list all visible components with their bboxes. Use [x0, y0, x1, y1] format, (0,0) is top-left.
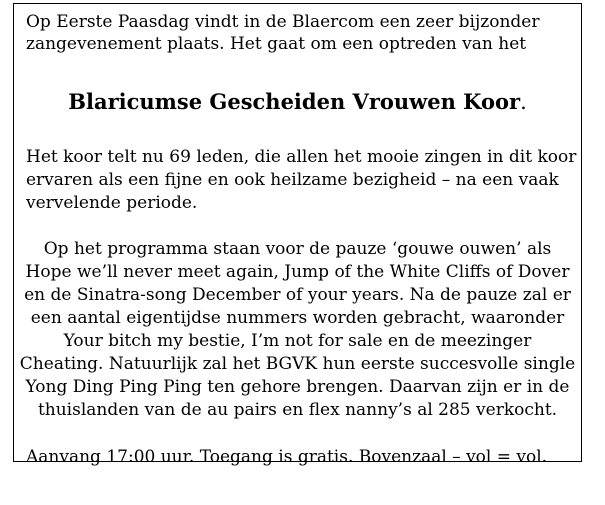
choir-title-text: Blaricumse Gescheiden Vrouwen Koor — [68, 89, 521, 114]
program-line-4: een aantal eigentijdse nummers worden gebracht, waaronder — [30, 308, 565, 328]
program-line-8: thuislanden van de au pairs en flex nanny’s al 285 verkocht. — [37, 400, 558, 420]
intro-line-1: Op Eerste Paasdag vindt in de Blaercom een zeer bijzonder — [26, 12, 540, 32]
program-line-6: Cheating. Natuurlijk zal het BGVK hun eerste succesvolle single — [19, 354, 576, 374]
choir-title — [14, 89, 581, 115]
program-line-2: Hope we’ll never meet again, Jump of the White Cliffs of Dover — [25, 262, 570, 282]
members-line-2: ervaren als een fijne en ook heilzame bezigheid – na een vaak — [26, 170, 559, 190]
choir-title-punct: . — [520, 90, 527, 114]
members-line-1: Het koor telt nu 69 leden, die allen het mooie zingen in dit koor — [26, 147, 577, 167]
program-line-3: en de Sinatra-song December of your years. Na de pauze zal er — [24, 285, 571, 305]
intro-line-2: zangevenement plaats. Het gaat om een optreden van het — [26, 34, 527, 54]
program-line-1: Op het programma staan voor de pauze ‘gouwe ouwen’ als — [43, 239, 552, 259]
members-line-3: vervelende periode. — [26, 193, 198, 213]
program-line-7: Yong Ding Ping Ping ten gehore brengen. Daarvan zijn er in de — [25, 377, 570, 397]
footer-line: Aanvang 17:00 uur. Toegang is gratis. Bovenzaal – vol = vol. — [26, 447, 548, 467]
program-line-5: Your bitch my bestie, I’m not for sale en de meezinger — [63, 331, 532, 351]
article-frame — [13, 3, 582, 467]
